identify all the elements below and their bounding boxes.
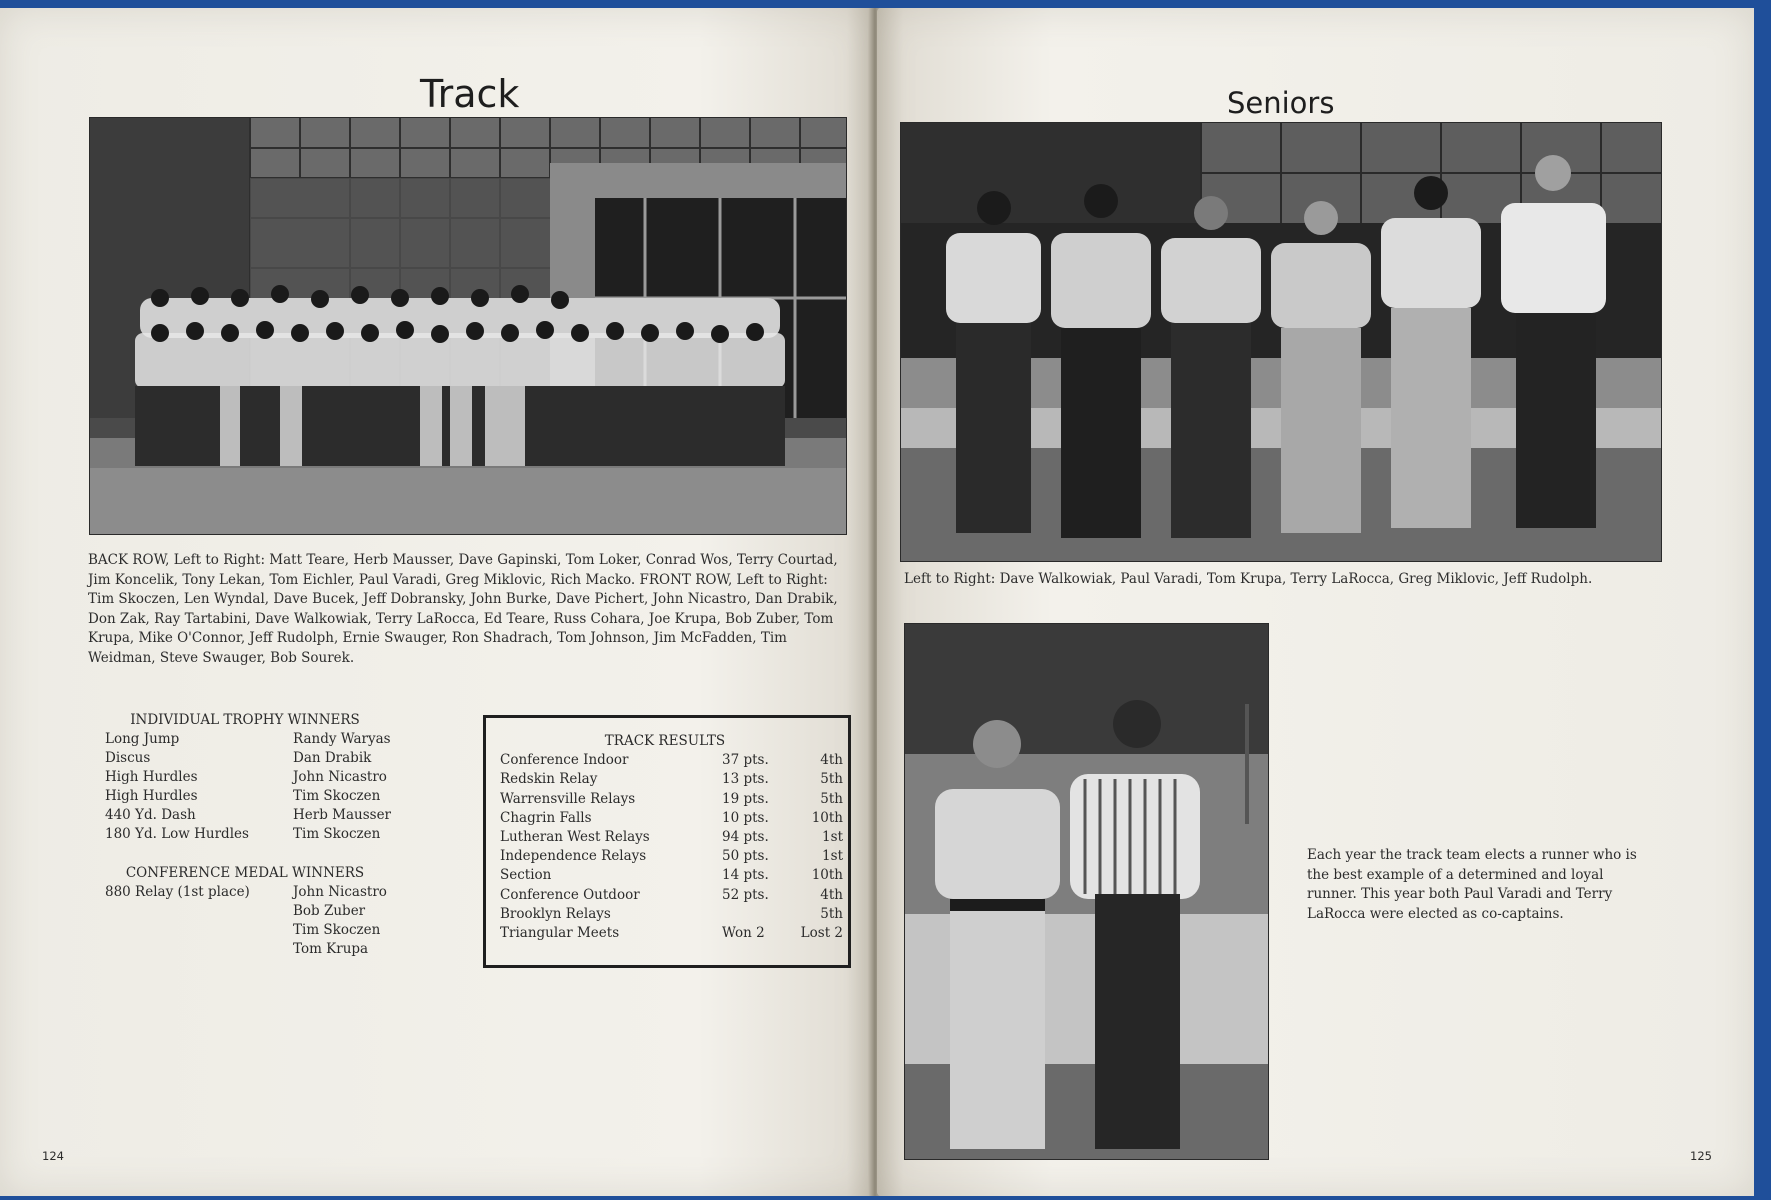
result-points (722, 905, 788, 924)
result-row (500, 770, 843, 789)
medal-event: 880 Relay (1st place) (105, 884, 250, 900)
seniors-photo (900, 122, 1662, 562)
result-place: 5th (820, 771, 843, 788)
trophy-name: Tim Skoczen (293, 788, 381, 804)
medal-row (105, 883, 387, 902)
medal-table (105, 883, 387, 959)
medal-heading: CONFERENCE MEDAL WINNERS (125, 865, 365, 881)
result-place: 1st (822, 829, 843, 846)
medal-event (105, 921, 293, 940)
co-captains-photo (904, 623, 1269, 1160)
team-photo (89, 117, 847, 535)
result-place: 4th (820, 886, 843, 903)
result-points: 14 pts. (722, 867, 769, 884)
page-number-right: 125 (1690, 1149, 1712, 1163)
result-meet: Independence Relays (500, 848, 647, 865)
result-meet: Conference Indoor (500, 752, 629, 769)
result-row (500, 905, 843, 924)
page-number-left: 124 (42, 1149, 64, 1163)
result-points: 50 pts. (722, 848, 769, 865)
result-meet: Warrensville Relays (500, 790, 636, 807)
trophy-event: 440 Yd. Dash (105, 807, 196, 823)
medal-name: Bob Zuber (293, 903, 366, 919)
results-table (500, 751, 843, 943)
result-meet: Lutheran West Relays (500, 829, 650, 846)
trophy-table (105, 730, 391, 844)
trophy-event: Long Jump (105, 731, 180, 747)
trophy-row (105, 825, 391, 844)
medal-row (105, 940, 387, 959)
result-meet: Conference Outdoor (500, 886, 640, 903)
medal-event (105, 902, 293, 921)
medal-name: John Nicastro (293, 884, 387, 900)
result-place: 10th (811, 867, 843, 884)
result-meet: Triangular Meets (500, 925, 620, 942)
seniors-photo-caption: Left to Right: Dave Walkowiak, Paul Varadi, Tom Krupa, Terry LaRocca, Greg Miklovic, Jeff Rudolph. (904, 571, 1593, 587)
trophy-event: 180 Yd. Low Hurdles (105, 826, 249, 842)
right-page (877, 8, 1754, 1196)
trophy-name: Randy Waryas (293, 731, 391, 747)
result-row (500, 886, 843, 905)
team-photo-caption: BACK ROW, Left to Right: Matt Teare, Herb Mausser, Dave Gapinski, Tom Loker, Conrad Wos, Terry Courtad, Jim Koncelik, Tony Lekan, Tom Eichler, Paul Varadi, Greg Miklovic, Rich Macko. FRONT ROW, Left to Right: Tim Skoczen, Len Wyndal, Dave Bucek, Jeff Dobransky, John Burke, Dave Pichert, John Nicastro, Dan Drabik, Don Zak, Ray Tartabini, Dave Walkowiak, Terry LaRocca, Ed Teare, Russ Cohara, Joe Krupa, Bob Zuber, Tom Krupa, Mike O'Connor, Jeff Rudolph, Ernie Swauger, Ron Shadrach, Tom Johnson, Jim McFadden, Tim Weidman, Steve Swauger, Bob Sourek. (88, 552, 838, 666)
result-meet: Section (500, 867, 552, 884)
result-points: 19 pts. (722, 790, 769, 807)
result-points: 13 pts. (722, 771, 769, 788)
trophy-row (105, 806, 391, 825)
result-points: 37 pts. (722, 752, 769, 769)
result-row (500, 809, 843, 828)
result-row (500, 924, 843, 943)
result-row (500, 866, 843, 885)
trophy-row (105, 787, 391, 806)
track-results-box (483, 715, 851, 968)
trophy-winners (105, 711, 391, 959)
medal-row (105, 902, 387, 921)
trophy-heading: INDIVIDUAL TROPHY WINNERS (130, 712, 360, 728)
co-captains-photo-image (905, 624, 1268, 1159)
result-meet: Redskin Relay (500, 771, 598, 788)
trophy-name: Dan Drabik (293, 750, 372, 766)
result-points: Won 2 (722, 925, 765, 942)
team-photo-image (90, 118, 846, 534)
result-row (500, 751, 843, 770)
medal-name: Tom Krupa (293, 941, 369, 957)
trophy-event: Discus (105, 750, 151, 766)
seniors-photo-image (901, 123, 1661, 561)
result-points: 10 pts. (722, 809, 769, 826)
trophy-event: High Hurdles (105, 788, 198, 804)
trophy-name: Herb Mausser (293, 807, 392, 823)
result-points: 52 pts. (722, 886, 769, 903)
medal-event (105, 940, 293, 959)
medal-row (105, 921, 387, 940)
trophy-name: Tim Skoczen (293, 826, 381, 842)
trophy-row (105, 768, 391, 787)
result-meet: Chagrin Falls (500, 809, 592, 826)
co-captains-text: Each year the track team elects a runner who is the best example of a determined and loyal runner. This year both Paul Varadi and Terry LaRocca were elected as co-captains. (1307, 847, 1637, 922)
page-title-track: Track (420, 72, 520, 116)
page-title-seniors: Seniors (1227, 86, 1335, 120)
medal-name: Tim Skoczen (293, 922, 381, 938)
result-points: 94 pts. (722, 829, 769, 846)
trophy-name: John Nicastro (293, 769, 387, 785)
result-row (500, 828, 843, 847)
result-place: 1st (822, 848, 843, 865)
result-place: 5th (820, 905, 843, 922)
left-page (0, 8, 873, 1196)
trophy-row (105, 730, 391, 749)
trophy-event: High Hurdles (105, 769, 198, 785)
result-row (500, 847, 843, 866)
result-meet: Brooklyn Relays (500, 905, 611, 922)
result-place: Lost 2 (800, 925, 843, 942)
result-row (500, 790, 843, 809)
result-place: 5th (820, 790, 843, 807)
result-place: 4th (820, 752, 843, 769)
result-place: 10th (811, 809, 843, 826)
results-heading: TRACK RESULTS (604, 733, 726, 749)
trophy-row (105, 749, 391, 768)
